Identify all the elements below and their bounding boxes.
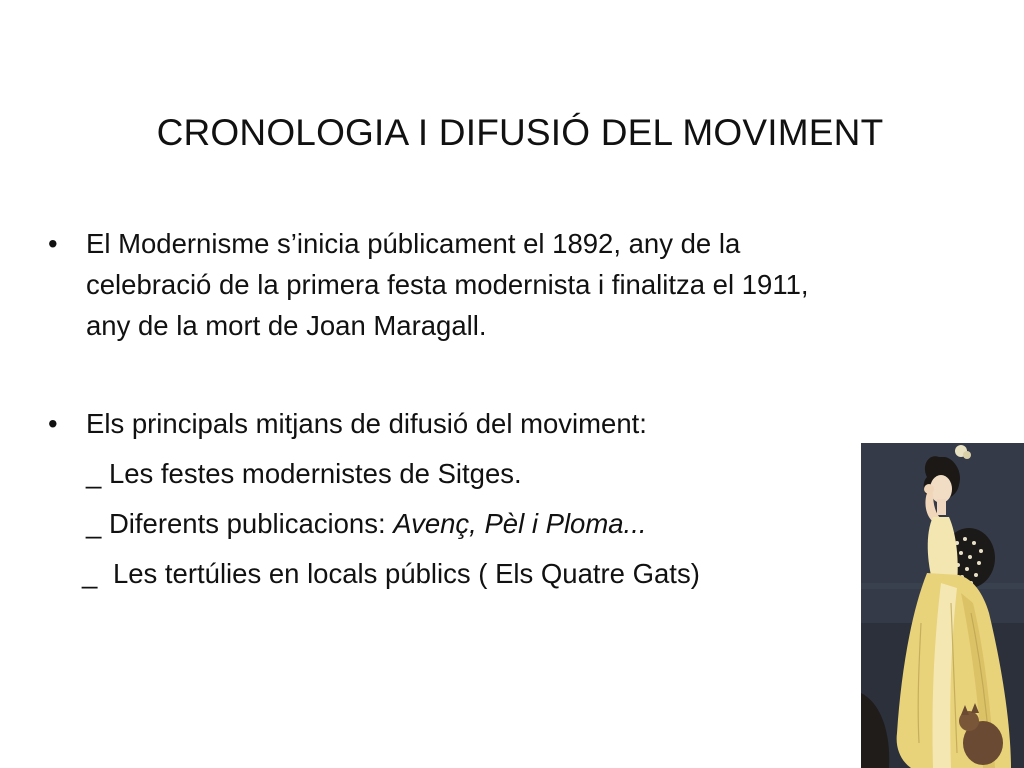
sub-item-publicacions (86, 503, 646, 544)
bullet-line: celebració de la primera festa modernista i finalitza el 1911, (86, 269, 809, 300)
sub-item-text: Les tertúlies en locals públics ( Els Quatre Gats) (112, 558, 700, 589)
bullet-text (86, 223, 928, 346)
slide-title: CRONOLOGIA I DIFUSIÓ DEL MOVIMENT (156, 112, 884, 153)
bullet-item-1 (48, 223, 928, 346)
modernist-poster-image (861, 443, 1024, 768)
sub-item-italic-text: Avenç, Pèl i Ploma... (393, 508, 647, 539)
bullet-text (86, 403, 928, 444)
sub-item-text: Diferents publicacions: (108, 508, 394, 539)
bullet-marker: • (48, 228, 58, 259)
modernist-woman-poster-icon (861, 443, 1024, 768)
sub-item-dash: _ (82, 558, 98, 589)
sub-item-tertulies (82, 553, 700, 594)
bullet-line: El Modernisme s’inicia públicament el 1892, any de la (86, 228, 741, 259)
sub-item-dash: _ (86, 458, 102, 489)
sub-item-festes (86, 453, 522, 494)
bullet-item-2 (48, 403, 928, 444)
sub-item-text: Les festes modernistes de Sitges. (108, 458, 522, 489)
bullet-line: any de la mort de Joan Maragall. (86, 310, 487, 341)
sub-item-dash: _ (86, 508, 102, 539)
bullet-line: Els principals mitjans de difusió del moviment: (86, 408, 647, 439)
bullet-marker: • (48, 408, 58, 439)
